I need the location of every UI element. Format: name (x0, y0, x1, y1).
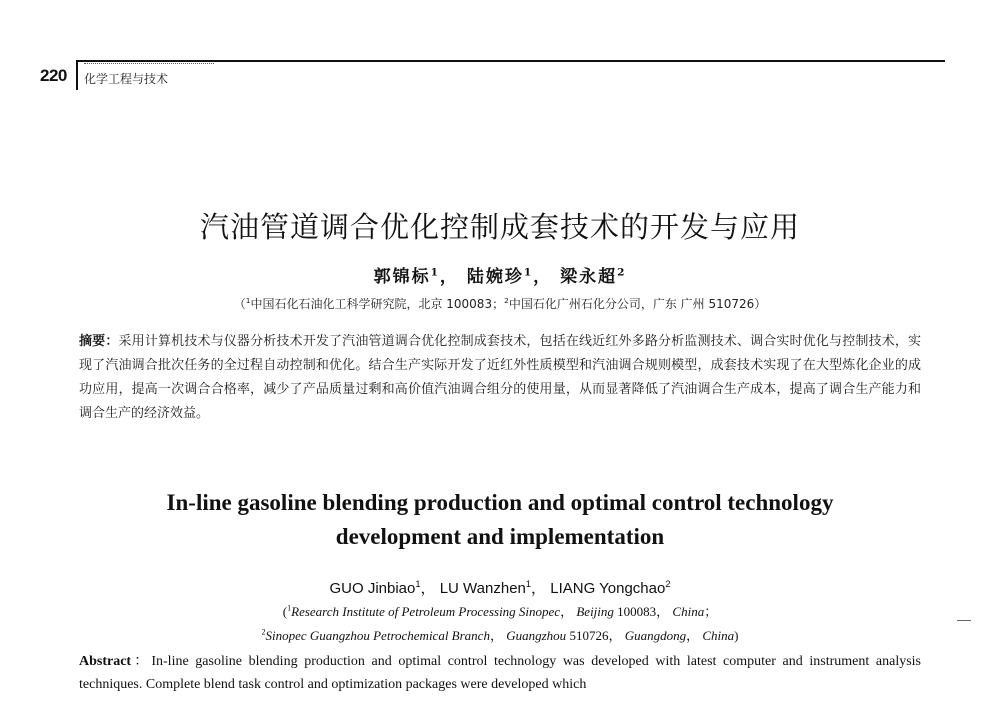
paren-close: ） (754, 297, 767, 311)
author-affiliation-mark: 2 (617, 266, 627, 279)
author-affiliation-mark: 1 (430, 266, 440, 279)
english-authors (0, 577, 1000, 598)
separator: ； (704, 604, 718, 619)
separator: ， (686, 628, 700, 643)
affiliation-city: Guangzhou (506, 628, 567, 643)
separator: ， (608, 628, 622, 643)
affiliation-city: Beijing (576, 604, 614, 619)
author-affiliation-mark: 1 (415, 579, 421, 589)
header-divider (76, 60, 78, 90)
header-rule-speckle (84, 63, 214, 65)
paren-open: （ (233, 297, 246, 311)
author-name: LIANG Yongchao (550, 580, 666, 597)
author-affiliation-mark: 1 (523, 266, 534, 279)
separator: ， (560, 604, 574, 619)
affiliation-country: China (672, 604, 705, 619)
abstract-text: 采用计算机技术与仪器分析技术开发了汽油管道调合优化控制成套技术，包括在线近红外多路分析监测技术、调合实时优化与控制技术，实现了汽油调合批次任务的全过程自动控制和优化。结合生产实际开发了近红外性质模型和汽油调合规则模型，成套技术实现了在大型炼化企业的成功应用，提高一次调合合格率，减少了产品质量过剩和高价值汽油调合组分的使用量，从而显著降低了汽油调合生产成本，提高了调合生产能力和调合生产的经济效益。 (79, 334, 921, 421)
author-affiliation-mark: 2 (665, 579, 671, 589)
separator: ， (656, 604, 670, 619)
separator: ， (489, 628, 503, 643)
author-separator: ， (420, 580, 436, 597)
author-separator: ， (533, 267, 553, 287)
affiliation-postcode: 100083 (613, 604, 657, 619)
header-rule (78, 60, 945, 62)
affiliation-mark: 1 (287, 603, 292, 613)
affiliation-mark: 2 (504, 296, 509, 305)
chinese-authors (0, 262, 1000, 287)
journal-name: 化学工程与技术 (84, 72, 169, 86)
affiliation-mark: 1 (245, 296, 251, 305)
author-name: GUO Jinbiao (329, 580, 416, 597)
author-name: 陆婉珍 (466, 267, 524, 287)
affiliation-org: Research Institute of Petroleum Processing Sinopec (291, 604, 561, 619)
affiliation-mark: 2 (261, 627, 266, 637)
margin-mark (957, 620, 971, 621)
english-affiliation-1 (0, 601, 1000, 620)
chinese-title: 汽油管道调合优化控制成套技术的开发与应用 (199, 210, 800, 244)
english-title (0, 486, 1000, 554)
author-name: 梁永超 (560, 267, 618, 287)
paren-open: ( (282, 604, 288, 619)
abstract-label: 摘要： (79, 334, 119, 349)
affiliation-1: 中国石化石油化工科学研究院，北京 100083； (250, 297, 505, 311)
chinese-affiliations (0, 295, 1000, 312)
abstract-colon: ： (131, 654, 152, 669)
english-affiliation-2 (0, 625, 1000, 644)
abstract-label: Abstract (79, 654, 132, 669)
english-title-line: In-line gasoline blending production and optimal control technology (166, 490, 834, 515)
author-affiliation-mark: 1 (525, 579, 532, 589)
affiliation-province: Guangdong (624, 628, 687, 643)
running-header (40, 58, 945, 98)
abstract-text: In-line gasoline blending production and optimal control technology was developed with latest computer and instrument analysis techniques. Complete blend task control and optimization packages were developed which (79, 654, 921, 692)
affiliation-2: 中国石化广州石化分公司，广东 广州 510726 (508, 297, 755, 311)
page-number: 220 (40, 66, 67, 85)
affiliation-postcode: 510726 (566, 628, 609, 643)
chinese-abstract (79, 330, 921, 426)
author-separator: ， (531, 580, 547, 597)
english-abstract (79, 650, 921, 696)
english-title-line: development and implementation (335, 524, 665, 549)
author-name: 郭锦标 (373, 267, 431, 287)
author-separator: ， (439, 267, 459, 287)
paren-close: ) (734, 628, 739, 643)
affiliation-org: Sinopec Guangzhou Petrochemical Branch (265, 628, 490, 643)
author-name: LU Wanzhen (439, 580, 526, 597)
affiliation-country: China (702, 628, 735, 643)
